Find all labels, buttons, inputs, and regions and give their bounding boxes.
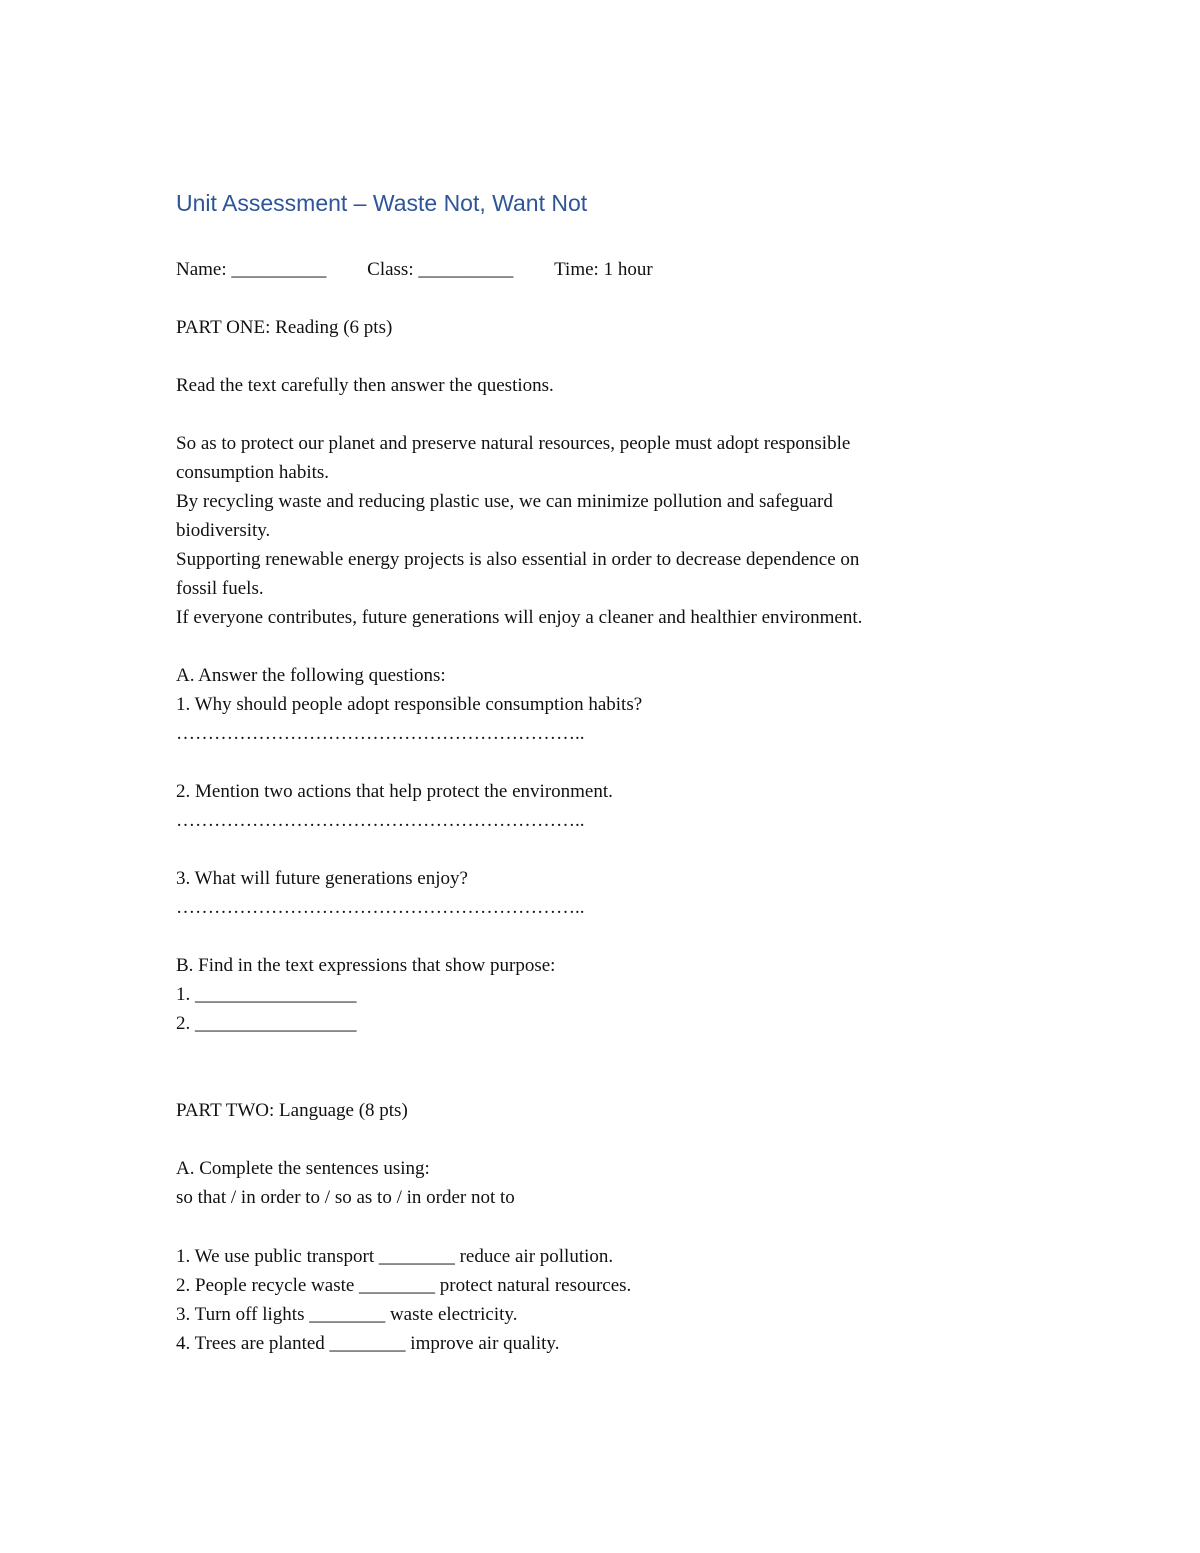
sentence-1: 1. We use public transport ________ reduce air pollution. <box>176 1246 614 1267</box>
passage-line: By recycling waste and reducing plastic use, we can minimize pollution and safeguard <box>176 491 833 512</box>
name-field: Name: __________ <box>176 259 327 280</box>
question-2: 2. Mention two actions that help protect the environment. <box>176 781 613 802</box>
reading-instruction: Read the text carefully then answer the questions. <box>176 375 554 396</box>
document-title: Unit Assessment – Waste Not, Want Not <box>176 190 588 216</box>
part-one-heading: PART ONE: Reading (6 pts) <box>176 317 393 338</box>
class-field: Class: __________ <box>367 259 514 280</box>
answer-line-1: ……………………………………………………….. <box>176 723 585 744</box>
question-1: 1. Why should people adopt responsible consumption habits? <box>176 694 643 715</box>
answer-line-2: ……………………………………………………….. <box>176 810 585 831</box>
purpose-blank-2: 2. _________________ <box>176 1013 357 1034</box>
time-field: Time: 1 hour <box>554 259 653 280</box>
passage-line: If everyone contributes, future generations will enjoy a cleaner and healthier environment. <box>176 607 863 628</box>
passage-line: biodiversity. <box>176 520 271 541</box>
language-section-a-heading: A. Complete the sentences using: <box>176 1158 430 1179</box>
sentence-2: 2. People recycle waste ________ protect natural resources. <box>176 1275 632 1296</box>
question-3: 3. What will future generations enjoy? <box>176 868 468 889</box>
section-a-heading: A. Answer the following questions: <box>176 665 446 686</box>
connector-options: so that / in order to / so as to / in order not to <box>176 1187 515 1208</box>
answer-line-3: ……………………………………………………….. <box>176 897 585 918</box>
student-info-row <box>176 255 653 284</box>
passage-line: consumption habits. <box>176 462 330 483</box>
sentence-3: 3. Turn off lights ________ waste electricity. <box>176 1304 518 1325</box>
passage-line: So as to protect our planet and preserve natural resources, people must adopt responsible <box>176 433 851 454</box>
passage-line: Supporting renewable energy projects is also essential in order to decrease dependence on <box>176 549 860 570</box>
purpose-blank-1: 1. _________________ <box>176 984 357 1005</box>
section-b-heading: B. Find in the text expressions that show purpose: <box>176 955 556 976</box>
passage-line: fossil fuels. <box>176 578 264 599</box>
sentence-4: 4. Trees are planted ________ improve air quality. <box>176 1333 560 1354</box>
part-two-heading: PART TWO: Language (8 pts) <box>176 1100 408 1121</box>
